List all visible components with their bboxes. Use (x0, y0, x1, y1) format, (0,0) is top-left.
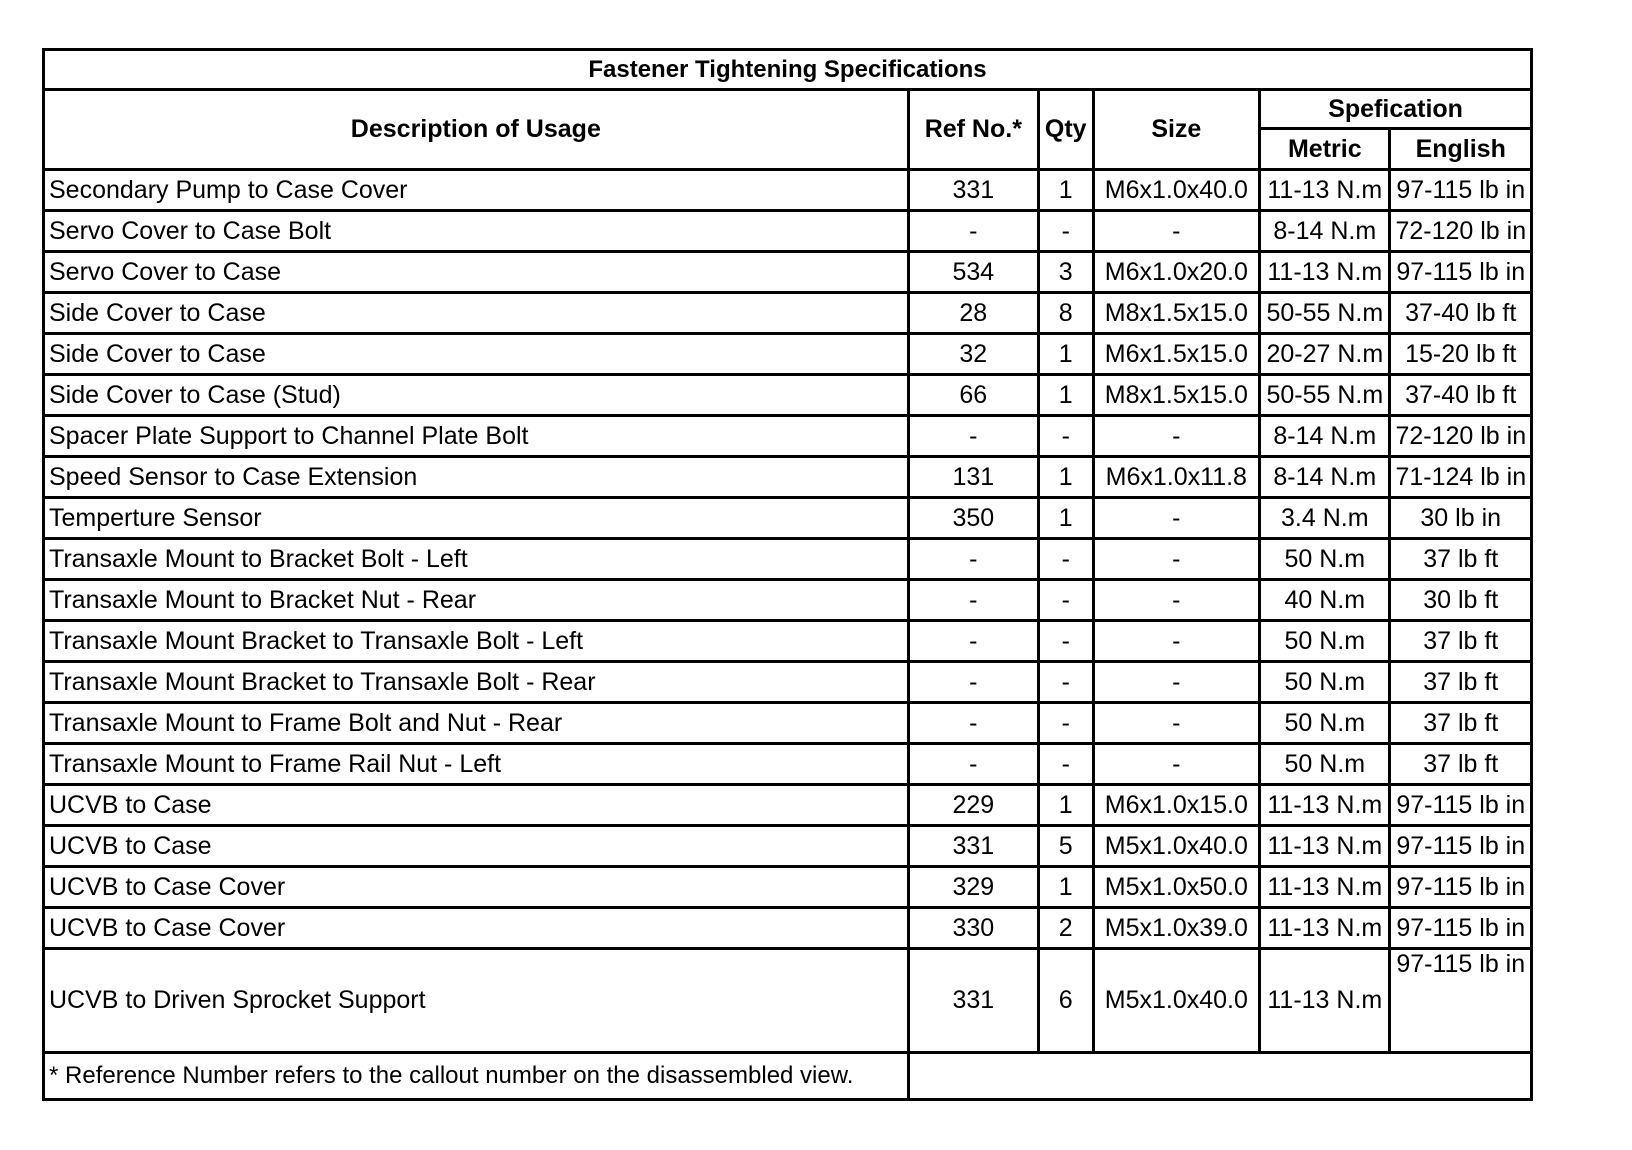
cell-ref: 534 (908, 252, 1038, 293)
cell-english: 37 lb ft (1390, 744, 1532, 785)
cell-metric: 11-13 N.m (1260, 867, 1390, 908)
cell-english: 97-115 lb in (1390, 867, 1532, 908)
cell-metric: 50 N.m (1260, 621, 1390, 662)
cell-english: 72-120 lb in (1390, 211, 1532, 252)
cell-qty: 6 (1038, 949, 1093, 1053)
cell-description: Servo Cover to Case Bolt (44, 211, 909, 252)
cell-metric: 20-27 N.m (1260, 334, 1390, 375)
cell-english: 37 lb ft (1390, 621, 1532, 662)
table-row (44, 949, 1532, 1053)
header-size: Size (1093, 90, 1260, 170)
cell-description: Transaxle Mount to Frame Rail Nut - Left (44, 744, 909, 785)
cell-description: Spacer Plate Support to Channel Plate Bolt (44, 416, 909, 457)
cell-ref: 32 (908, 334, 1038, 375)
table-row (44, 785, 1532, 826)
cell-description: Secondary Pump to Case Cover (44, 170, 909, 211)
cell-size: M5x1.0x40.0 (1093, 949, 1260, 1053)
cell-metric: 50 N.m (1260, 539, 1390, 580)
cell-description: Servo Cover to Case (44, 252, 909, 293)
cell-description: UCVB to Case (44, 826, 909, 867)
cell-metric: 8-14 N.m (1260, 457, 1390, 498)
table-row (44, 498, 1532, 539)
table-row (44, 457, 1532, 498)
cell-description: Side Cover to Case (44, 334, 909, 375)
cell-size: M8x1.5x15.0 (1093, 293, 1260, 334)
cell-metric: 50 N.m (1260, 744, 1390, 785)
cell-ref: 331 (908, 949, 1038, 1053)
cell-qty: 1 (1038, 867, 1093, 908)
header-description: Description of Usage (44, 90, 909, 170)
cell-qty: - (1038, 416, 1093, 457)
cell-ref: 329 (908, 867, 1038, 908)
cell-english: 37 lb ft (1390, 662, 1532, 703)
header-english: English (1390, 129, 1532, 170)
header-ref-no: Ref No.* (908, 90, 1038, 170)
cell-metric: 11-13 N.m (1260, 252, 1390, 293)
cell-ref: 350 (908, 498, 1038, 539)
table-row (44, 826, 1532, 867)
cell-size: M5x1.0x50.0 (1093, 867, 1260, 908)
cell-english: 97-115 lb in (1390, 252, 1532, 293)
header-qty: Qty (1038, 90, 1093, 170)
cell-size: - (1093, 498, 1260, 539)
cell-qty: - (1038, 662, 1093, 703)
footnote-row (44, 1053, 1532, 1100)
cell-description: UCVB to Case (44, 785, 909, 826)
cell-qty: 1 (1038, 375, 1093, 416)
cell-english: 37-40 lb ft (1390, 293, 1532, 334)
cell-size: M6x1.0x11.8 (1093, 457, 1260, 498)
cell-english: 97-115 lb in (1390, 949, 1532, 1053)
cell-description: Transaxle Mount Bracket to Transaxle Bolt - Rear (44, 662, 909, 703)
cell-ref: 66 (908, 375, 1038, 416)
cell-description: Transaxle Mount to Bracket Bolt - Left (44, 539, 909, 580)
cell-ref: - (908, 662, 1038, 703)
table-row (44, 170, 1532, 211)
cell-description: UCVB to Driven Sprocket Support (44, 949, 909, 1053)
cell-english: 30 lb in (1390, 498, 1532, 539)
cell-size: M6x1.5x15.0 (1093, 334, 1260, 375)
cell-metric: 40 N.m (1260, 580, 1390, 621)
cell-metric: 11-13 N.m (1260, 785, 1390, 826)
cell-english: 15-20 lb ft (1390, 334, 1532, 375)
cell-metric: 50-55 N.m (1260, 375, 1390, 416)
cell-description: UCVB to Case Cover (44, 867, 909, 908)
cell-ref: 330 (908, 908, 1038, 949)
cell-qty: 1 (1038, 334, 1093, 375)
cell-qty: - (1038, 539, 1093, 580)
cell-ref: - (908, 621, 1038, 662)
cell-qty: 3 (1038, 252, 1093, 293)
table-row (44, 375, 1532, 416)
cell-qty: 1 (1038, 785, 1093, 826)
cell-size: M6x1.0x15.0 (1093, 785, 1260, 826)
cell-qty: 1 (1038, 457, 1093, 498)
table-row (44, 416, 1532, 457)
cell-english: 97-115 lb in (1390, 826, 1532, 867)
cell-english: 37 lb ft (1390, 703, 1532, 744)
cell-qty: - (1038, 621, 1093, 662)
table-row (44, 539, 1532, 580)
cell-description: Side Cover to Case (Stud) (44, 375, 909, 416)
cell-qty: - (1038, 744, 1093, 785)
cell-size: - (1093, 580, 1260, 621)
cell-size: - (1093, 662, 1260, 703)
cell-size: - (1093, 621, 1260, 662)
cell-size: - (1093, 703, 1260, 744)
cell-qty: - (1038, 580, 1093, 621)
cell-qty: 2 (1038, 908, 1093, 949)
table-row (44, 703, 1532, 744)
cell-qty: - (1038, 703, 1093, 744)
table-row (44, 908, 1532, 949)
cell-metric: 3.4 N.m (1260, 498, 1390, 539)
cell-ref: - (908, 580, 1038, 621)
header-specification: Spefication (1260, 90, 1532, 129)
cell-size: - (1093, 416, 1260, 457)
cell-english: 71-124 lb in (1390, 457, 1532, 498)
cell-english: 72-120 lb in (1390, 416, 1532, 457)
cell-metric: 50-55 N.m (1260, 293, 1390, 334)
table-row (44, 867, 1532, 908)
cell-description: UCVB to Case Cover (44, 908, 909, 949)
cell-ref: 28 (908, 293, 1038, 334)
cell-qty: 8 (1038, 293, 1093, 334)
table-row (44, 293, 1532, 334)
cell-ref: 131 (908, 457, 1038, 498)
table-row (44, 211, 1532, 252)
cell-size: - (1093, 211, 1260, 252)
cell-metric: 50 N.m (1260, 703, 1390, 744)
cell-ref: - (908, 539, 1038, 580)
cell-metric: 8-14 N.m (1260, 211, 1390, 252)
cell-size: - (1093, 539, 1260, 580)
table-row (44, 580, 1532, 621)
cell-size: M5x1.0x39.0 (1093, 908, 1260, 949)
table-row (44, 334, 1532, 375)
table-row (44, 744, 1532, 785)
table-row (44, 252, 1532, 293)
cell-english: 30 lb ft (1390, 580, 1532, 621)
cell-description: Transaxle Mount Bracket to Transaxle Bolt - Left (44, 621, 909, 662)
header-metric: Metric (1260, 129, 1390, 170)
cell-metric: 11-13 N.m (1260, 908, 1390, 949)
footnote-empty-cell (908, 1053, 1531, 1100)
cell-metric: 50 N.m (1260, 662, 1390, 703)
cell-metric: 11-13 N.m (1260, 170, 1390, 211)
cell-metric: 11-13 N.m (1260, 949, 1390, 1053)
cell-description: Temperture Sensor (44, 498, 909, 539)
cell-ref: - (908, 211, 1038, 252)
cell-english: 37-40 lb ft (1390, 375, 1532, 416)
cell-size: M6x1.0x20.0 (1093, 252, 1260, 293)
cell-size: - (1093, 744, 1260, 785)
cell-ref: 229 (908, 785, 1038, 826)
cell-ref: - (908, 416, 1038, 457)
cell-ref: 331 (908, 826, 1038, 867)
cell-qty: 1 (1038, 498, 1093, 539)
cell-size: M5x1.0x40.0 (1093, 826, 1260, 867)
cell-ref: - (908, 703, 1038, 744)
cell-english: 97-115 lb in (1390, 785, 1532, 826)
cell-size: M6x1.0x40.0 (1093, 170, 1260, 211)
cell-metric: 8-14 N.m (1260, 416, 1390, 457)
table-title: Fastener Tightening Specifications (44, 50, 1532, 90)
cell-description: Transaxle Mount to Bracket Nut - Rear (44, 580, 909, 621)
cell-size: M8x1.5x15.0 (1093, 375, 1260, 416)
cell-qty: 5 (1038, 826, 1093, 867)
cell-ref: 331 (908, 170, 1038, 211)
cell-description: Transaxle Mount to Frame Bolt and Nut - Rear (44, 703, 909, 744)
table-row (44, 621, 1532, 662)
cell-metric: 11-13 N.m (1260, 826, 1390, 867)
cell-ref: - (908, 744, 1038, 785)
cell-qty: - (1038, 211, 1093, 252)
fastener-spec-table (42, 48, 1533, 1101)
cell-english: 97-115 lb in (1390, 170, 1532, 211)
cell-english: 37 lb ft (1390, 539, 1532, 580)
cell-description: Speed Sensor to Case Extension (44, 457, 909, 498)
footnote: * Reference Number refers to the callout number on the disassembled view. (44, 1053, 909, 1100)
cell-english: 97-115 lb in (1390, 908, 1532, 949)
cell-description: Side Cover to Case (44, 293, 909, 334)
table-row (44, 662, 1532, 703)
cell-qty: 1 (1038, 170, 1093, 211)
